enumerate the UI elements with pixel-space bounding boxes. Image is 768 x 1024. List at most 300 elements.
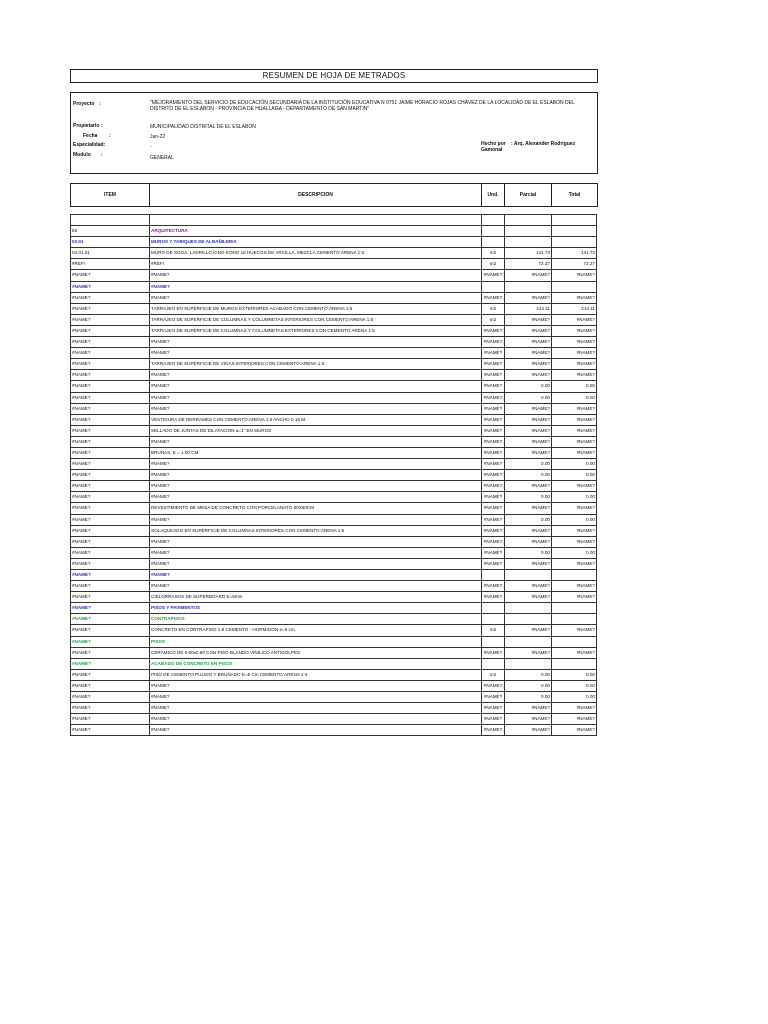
- cell-total: #NAME?: [551, 415, 597, 425]
- cell-parcial: 0.00: [504, 470, 551, 480]
- cell-und: [481, 603, 504, 613]
- col-header-parcial: Parcial: [504, 183, 552, 207]
- cell-und: m2: [481, 248, 504, 258]
- table-row: [70, 526, 597, 537]
- cell-und: #NAME?: [481, 481, 504, 491]
- cell-desc: MUROS Y TABIQUES DE ALBAÑILERIA: [149, 237, 481, 247]
- cell-item: #NAME?: [70, 581, 149, 591]
- hecho-label: Hecho por: [481, 141, 506, 147]
- cell-desc: #NAME?: [149, 470, 481, 480]
- cell-parcial: #NAME?: [504, 426, 551, 436]
- cell-parcial: [504, 603, 551, 613]
- cell-item: #NAME?: [70, 692, 149, 702]
- table-row: [70, 259, 597, 270]
- proyecto-value: "MEJORAMIENTO DEL SERVICIO DE EDUCACIÓN SECUNDARIA DE LA INSTITUCIÓN EDUCATIVA N 0751 JAIME HORACIO ROJAS CHÁVEZ DE LA LOCALIDAD DE EL ESLABON DEL DISTRITO DE EL ESLABON - PROVINCIA DE HUALLAGA - DEPARTAMENTO DE SAN MARTIN": [150, 100, 575, 112]
- cell-parcial: [504, 570, 551, 580]
- table-row: [70, 670, 597, 681]
- table-row: [70, 381, 597, 392]
- cell-item: #NAME?: [70, 614, 149, 624]
- cell-total: 72.37: [551, 259, 597, 269]
- cell-desc: #NAME?: [149, 459, 481, 469]
- cell-item: #NAME?: [70, 337, 149, 347]
- cell-total: #NAME?: [551, 426, 597, 436]
- cell-desc: #NAME?: [149, 381, 481, 391]
- cell-parcial: [504, 659, 551, 669]
- cell-desc: TARRAJEO EN SUPERFICIE DE MUROS EXTERIORES ACABADO CON CEMENTO:ARENA 1:5: [149, 304, 481, 314]
- cell-und: #NAME?: [481, 515, 504, 525]
- cell-item: #NAME?: [70, 670, 149, 680]
- cell-total: #NAME?: [551, 359, 597, 369]
- cell-parcial: 0.00: [504, 393, 551, 403]
- cell-item: #NAME?: [70, 282, 149, 292]
- cell-desc: #NAME?: [149, 703, 481, 713]
- cell-total: #NAME?: [551, 526, 597, 536]
- cell-total: 0.00: [551, 692, 597, 702]
- cell-item: #NAME?: [70, 404, 149, 414]
- cell-desc: VESTIDURA DE DERRAMES CON CEMENTO:ARENA 1:5 ANCHO 0.16 M.: [149, 415, 481, 425]
- cell-item: #NAME?: [70, 548, 149, 558]
- cell-item: #NAME?: [70, 393, 149, 403]
- table-row: [70, 326, 597, 337]
- cell-parcial: #NAME?: [504, 359, 551, 369]
- cell-und: #NAME?: [481, 293, 504, 303]
- cell-und: #NAME?: [481, 415, 504, 425]
- cell-total: [551, 659, 597, 669]
- table-row: [70, 681, 597, 692]
- cell-item: #NAME?: [70, 326, 149, 336]
- cell-total: #NAME?: [551, 503, 597, 513]
- table-row: [70, 537, 597, 548]
- cell-item: #NAME?: [70, 437, 149, 447]
- cell-item: #NAME?: [70, 637, 149, 647]
- cell-und: #NAME?: [481, 526, 504, 536]
- table-row: [70, 370, 597, 381]
- cell-item: #NAME?: [70, 603, 149, 613]
- table-row: [70, 426, 597, 437]
- cell-total: #NAME?: [551, 725, 597, 735]
- cell-und: #NAME?: [481, 370, 504, 380]
- cell-und: #NAME?: [481, 426, 504, 436]
- cell-desc: #NAME?: [149, 293, 481, 303]
- table-row: [70, 359, 597, 370]
- cell-parcial: #NAME?: [504, 293, 551, 303]
- cell-total: 0.00: [551, 548, 597, 558]
- cell-parcial: #NAME?: [504, 404, 551, 414]
- cell-und: #NAME?: [481, 348, 504, 358]
- cell-desc: #NAME?: [149, 270, 481, 280]
- cell-und: #NAME?: [481, 692, 504, 702]
- cell-desc: MURO DE SOGA, LADRILLO KING KONG 18 HUECOS DE ARCILLA, MEZCLA CEMENTO:ARENA 1:5: [149, 248, 481, 258]
- cell-parcial: 0.00: [504, 670, 551, 680]
- cell-desc: ACABADO DE CONCRETO EN PISOS: [149, 659, 481, 669]
- cell-parcial: 0.00: [504, 459, 551, 469]
- cell-item: #NAME?: [70, 659, 149, 669]
- cell-desc: PISOS: [149, 637, 481, 647]
- table-row: [70, 415, 597, 426]
- cell-desc: #NAME?: [149, 537, 481, 547]
- table-row: [70, 293, 597, 304]
- cell-item: #NAME?: [70, 415, 149, 425]
- cell-total: #NAME?: [551, 625, 597, 635]
- cell-und: [481, 659, 504, 669]
- cell-und: [481, 282, 504, 292]
- modulo-value: GENERAL: [150, 155, 174, 161]
- cell-item: #NAME?: [70, 526, 149, 536]
- table-row: [70, 448, 597, 459]
- col-header-item: ITEM: [70, 183, 150, 207]
- cell-desc: TARRAJEO DE SUPERFICIE DE COLUMNAS Y COLUMNETAS EXTERIORES CON CEMENTO:ARENA 1:5: [149, 326, 481, 336]
- table-row: [70, 725, 597, 736]
- cell-item: #NAME?: [70, 315, 149, 325]
- table-row: [70, 581, 597, 592]
- cell-item: #NAME?: [70, 681, 149, 691]
- cell-desc: #NAME?: [149, 692, 481, 702]
- cell-total: [551, 282, 597, 292]
- fecha-colon: :: [109, 133, 111, 139]
- metrados-table: [70, 214, 597, 736]
- cell-und: #NAME?: [481, 548, 504, 558]
- cell-parcial: #NAME?: [504, 481, 551, 491]
- cell-parcial: #NAME?: [504, 537, 551, 547]
- table-row: [70, 703, 597, 714]
- col-header-desc: DESCRIPCION: [149, 183, 482, 207]
- cell-und: #NAME?: [481, 592, 504, 602]
- cell-und: #NAME?: [481, 470, 504, 480]
- cell-parcial: #NAME?: [504, 526, 551, 536]
- cell-und: #NAME?: [481, 648, 504, 658]
- hecho-value-2: Gamonal: [481, 147, 503, 153]
- table-row: [70, 470, 597, 481]
- table-row: [70, 692, 597, 703]
- cell-total: [551, 614, 597, 624]
- table-row: [70, 492, 597, 503]
- cell-total: [551, 637, 597, 647]
- cell-parcial: #NAME?: [504, 714, 551, 724]
- cell-desc: #NAME?: [149, 681, 481, 691]
- cell-parcial: [504, 637, 551, 647]
- proyecto-label: Proyecto: [73, 101, 95, 107]
- cell-total: 0.00: [551, 459, 597, 469]
- cell-parcial: #NAME?: [504, 648, 551, 658]
- cell-desc: #NAME?: [149, 725, 481, 735]
- cell-parcial: 141.73: [504, 248, 551, 258]
- modulo-colon: :: [101, 152, 103, 158]
- cell-desc: CONTRAPISOS: [149, 614, 481, 624]
- cell-parcial: #NAME?: [504, 315, 551, 325]
- fecha-value: Jan-22: [150, 134, 166, 140]
- cell-item: #NAME?: [70, 359, 149, 369]
- cell-parcial: 0.00: [504, 692, 551, 702]
- cell-parcial: #NAME?: [504, 337, 551, 347]
- table-row: [70, 559, 597, 570]
- document-title: RESUMEN DE HOJA DE METRADOS: [70, 69, 598, 83]
- cell-item: 03: [70, 226, 149, 236]
- cell-total: 0.00: [551, 670, 597, 680]
- cell-desc: #NAME?: [149, 559, 481, 569]
- cell-desc: CERAMICO DE 0.60x0.60 CON PISO BLANDO VINILICO ANTIGOLPES: [149, 648, 481, 658]
- table-row: [70, 404, 597, 415]
- table-row: [70, 248, 597, 259]
- cell-total: 0.00: [551, 470, 597, 480]
- table-row: [70, 459, 597, 470]
- table-row: [70, 659, 597, 670]
- table-row: [70, 337, 597, 348]
- cell-item: #NAME?: [70, 570, 149, 580]
- cell-parcial: #NAME?: [504, 437, 551, 447]
- cell-parcial: [504, 614, 551, 624]
- cell-total: #NAME?: [551, 592, 597, 602]
- cell-total: #NAME?: [551, 437, 597, 447]
- cell-total: #NAME?: [551, 703, 597, 713]
- cell-total: 0.00: [551, 492, 597, 502]
- cell-desc: #NAME?: [149, 282, 481, 292]
- cell-item: 03.01: [70, 237, 149, 247]
- cell-total: #NAME?: [551, 315, 597, 325]
- cell-total: #NAME?: [551, 448, 597, 458]
- cell-total: #NAME?: [551, 337, 597, 347]
- cell-und: [481, 237, 504, 247]
- cell-und: #NAME?: [481, 437, 504, 447]
- propietario-value: MUNICIPALIDAD DISTRITAL DE EL ESLABON: [150, 124, 256, 130]
- table-row: [70, 226, 597, 237]
- table-row: [70, 348, 597, 359]
- cell-item: [70, 215, 149, 225]
- cell-desc: #NAME?: [149, 481, 481, 491]
- cell-total: #NAME?: [551, 270, 597, 280]
- cell-parcial: #NAME?: [504, 559, 551, 569]
- cell-und: m2: [481, 259, 504, 269]
- cell-item: #NAME?: [70, 470, 149, 480]
- cell-total: 0.00: [551, 681, 597, 691]
- cell-item: #NAME?: [70, 481, 149, 491]
- table-row: [70, 570, 597, 581]
- cell-desc: TARRAJEO DE SUPERFICIE DE VIGAS INTERIORES CON CEMENTO:ARENA 1:5: [149, 359, 481, 369]
- cell-total: #NAME?: [551, 404, 597, 414]
- cell-desc: #NAME?: [149, 581, 481, 591]
- cell-total: 141.73: [551, 248, 597, 258]
- cell-total: #NAME?: [551, 370, 597, 380]
- col-header-und: Und.: [481, 183, 505, 207]
- cell-total: [551, 570, 597, 580]
- cell-und: #NAME?: [481, 492, 504, 502]
- table-row: [70, 393, 597, 404]
- cell-desc: CIELORRASOS DE SUPERBOARD E=6mm: [149, 592, 481, 602]
- cell-desc: SELLADO DE JUNTAS DE DILATACION a=1" EN MUROS: [149, 426, 481, 436]
- cell-item: #NAME?: [70, 293, 149, 303]
- cell-desc: #NAME?: [149, 714, 481, 724]
- cell-total: 0.00: [551, 381, 597, 391]
- cell-parcial: #NAME?: [504, 448, 551, 458]
- cell-desc: #NAME?: [149, 492, 481, 502]
- cell-und: #NAME?: [481, 270, 504, 280]
- cell-und: #NAME?: [481, 337, 504, 347]
- propietario-label: Propietario: [73, 123, 100, 129]
- especialidad-label: Especialidad:: [73, 142, 106, 148]
- cell-desc: PISOS Y PAVIMENTOS: [149, 603, 481, 613]
- project-header: [70, 92, 598, 174]
- modulo-label: Modulo: [73, 152, 91, 158]
- cell-und: #NAME?: [481, 537, 504, 547]
- cell-parcial: 0.00: [504, 548, 551, 558]
- cell-total: #NAME?: [551, 348, 597, 358]
- cell-und: [481, 614, 504, 624]
- cell-total: #NAME?: [551, 581, 597, 591]
- cell-desc: #NAME?: [149, 393, 481, 403]
- cell-und: #NAME?: [481, 459, 504, 469]
- cell-desc: [149, 215, 481, 225]
- cell-und: #NAME?: [481, 703, 504, 713]
- cell-item: #REF!: [70, 259, 149, 269]
- cell-parcial: [504, 237, 551, 247]
- col-header-total: Total: [551, 183, 598, 207]
- hecho-value: : Arq. Alexander Rodriguez: [511, 141, 576, 147]
- table-row: [70, 270, 597, 281]
- fecha-label: Fecha: [83, 133, 98, 139]
- table-row: [70, 315, 597, 326]
- cell-und: #NAME?: [481, 503, 504, 513]
- cell-total: 0.00: [551, 515, 597, 525]
- cell-parcial: 0.00: [504, 492, 551, 502]
- cell-total: 214.11: [551, 304, 597, 314]
- table-row: [70, 714, 597, 725]
- cell-desc: #NAME?: [149, 337, 481, 347]
- cell-total: [551, 226, 597, 236]
- cell-total: [551, 603, 597, 613]
- cell-parcial: [504, 282, 551, 292]
- cell-desc: #NAME?: [149, 548, 481, 558]
- cell-item: #NAME?: [70, 426, 149, 436]
- cell-parcial: 0.00: [504, 515, 551, 525]
- cell-und: [481, 226, 504, 236]
- cell-parcial: #NAME?: [504, 592, 551, 602]
- cell-und: #NAME?: [481, 404, 504, 414]
- cell-und: m2: [481, 315, 504, 325]
- cell-parcial: #NAME?: [504, 415, 551, 425]
- table-row: [70, 481, 597, 492]
- cell-item: #NAME?: [70, 370, 149, 380]
- cell-item: #NAME?: [70, 503, 149, 513]
- table-row: [70, 437, 597, 448]
- cell-parcial: #NAME?: [504, 703, 551, 713]
- cell-und: [481, 637, 504, 647]
- proyecto-colon: :: [99, 101, 101, 107]
- cell-parcial: [504, 226, 551, 236]
- table-row: [70, 282, 597, 293]
- cell-total: #NAME?: [551, 537, 597, 547]
- cell-parcial: 214.11: [504, 304, 551, 314]
- table-row: [70, 503, 597, 514]
- cell-item: #NAME?: [70, 648, 149, 658]
- cell-item: #NAME?: [70, 348, 149, 358]
- cell-total: [551, 237, 597, 247]
- cell-und: #NAME?: [481, 681, 504, 691]
- cell-desc: #NAME?: [149, 570, 481, 580]
- cell-item: #NAME?: [70, 714, 149, 724]
- cell-parcial: 72.37: [504, 259, 551, 269]
- cell-parcial: #NAME?: [504, 370, 551, 380]
- cell-item: #NAME?: [70, 381, 149, 391]
- table-row: [70, 214, 597, 226]
- cell-desc: CONCRETO EN CONTRAPISO 1:8 CEMENTO - HORMIGON e=5 cm.: [149, 625, 481, 635]
- cell-item: #NAME?: [70, 592, 149, 602]
- cell-total: #NAME?: [551, 481, 597, 491]
- cell-parcial: #NAME?: [504, 625, 551, 635]
- cell-und: #NAME?: [481, 393, 504, 403]
- cell-parcial: #NAME?: [504, 326, 551, 336]
- cell-desc: TARRAJEO DE SUPERFICIE DE COLUMNAS Y COLUMNETAS INTERIORES CON CEMENTO:ARENA 1:5: [149, 315, 481, 325]
- cell-total: #NAME?: [551, 293, 597, 303]
- cell-item: #NAME?: [70, 559, 149, 569]
- cell-desc: SOLAQUEADO EN SUPERFICIE DE COLUMNAS INTERIORES CON CEMENTO:ARENA 1:5: [149, 526, 481, 536]
- cell-desc: #REF!: [149, 259, 481, 269]
- cell-parcial: #NAME?: [504, 581, 551, 591]
- cell-item: #NAME?: [70, 270, 149, 280]
- table-row: [70, 592, 597, 603]
- cell-desc: ARQUITECTURA: [149, 226, 481, 236]
- cell-und: [481, 570, 504, 580]
- table-row: [70, 237, 597, 248]
- table-row: [70, 603, 597, 614]
- cell-desc: #NAME?: [149, 515, 481, 525]
- cell-parcial: 0.00: [504, 681, 551, 691]
- cell-und: #NAME?: [481, 359, 504, 369]
- cell-und: #NAME?: [481, 381, 504, 391]
- cell-und: #NAME?: [481, 448, 504, 458]
- table-row: [70, 637, 597, 648]
- table-row: [70, 625, 597, 636]
- cell-item: #NAME?: [70, 492, 149, 502]
- cell-total: #NAME?: [551, 559, 597, 569]
- cell-und: m2: [481, 670, 504, 680]
- cell-und: m2: [481, 304, 504, 314]
- cell-desc: #NAME?: [149, 370, 481, 380]
- table-row: [70, 614, 597, 625]
- cell-und: #NAME?: [481, 326, 504, 336]
- cell-und: [481, 215, 504, 225]
- cell-item: #NAME?: [70, 537, 149, 547]
- cell-und: #NAME?: [481, 581, 504, 591]
- propietario-colon: :: [101, 123, 103, 129]
- cell-desc: #NAME?: [149, 404, 481, 414]
- especialidad-value: -: [150, 144, 152, 150]
- cell-item: #NAME?: [70, 725, 149, 735]
- cell-desc: REVESTIMIENTO DE MESA DE CONCRETO CON PORCELANATO 60X60CM: [149, 503, 481, 513]
- cell-parcial: #NAME?: [504, 503, 551, 513]
- cell-und: #NAME?: [481, 725, 504, 735]
- cell-parcial: #NAME?: [504, 725, 551, 735]
- cell-item: #NAME?: [70, 703, 149, 713]
- cell-parcial: 0.00: [504, 381, 551, 391]
- cell-item: 03.01.01: [70, 248, 149, 258]
- table-row: [70, 304, 597, 315]
- table-row: [70, 515, 597, 526]
- cell-total: [551, 215, 597, 225]
- cell-item: #NAME?: [70, 448, 149, 458]
- cell-total: 0.00: [551, 393, 597, 403]
- cell-desc: #NAME?: [149, 348, 481, 358]
- cell-desc: PISO DE CEMENTO PULIDO Y BRUÑADO E=5 Cm CEMENTO:ARENA 1:4: [149, 670, 481, 680]
- cell-desc: #NAME?: [149, 437, 481, 447]
- cell-item: #NAME?: [70, 459, 149, 469]
- cell-parcial: [504, 215, 551, 225]
- cell-und: #NAME?: [481, 559, 504, 569]
- cell-desc: BRUÑAS, E = 1.00 CM.: [149, 448, 481, 458]
- cell-parcial: #NAME?: [504, 348, 551, 358]
- cell-item: #NAME?: [70, 515, 149, 525]
- cell-und: m2: [481, 625, 504, 635]
- cell-item: #NAME?: [70, 304, 149, 314]
- cell-und: #NAME?: [481, 714, 504, 724]
